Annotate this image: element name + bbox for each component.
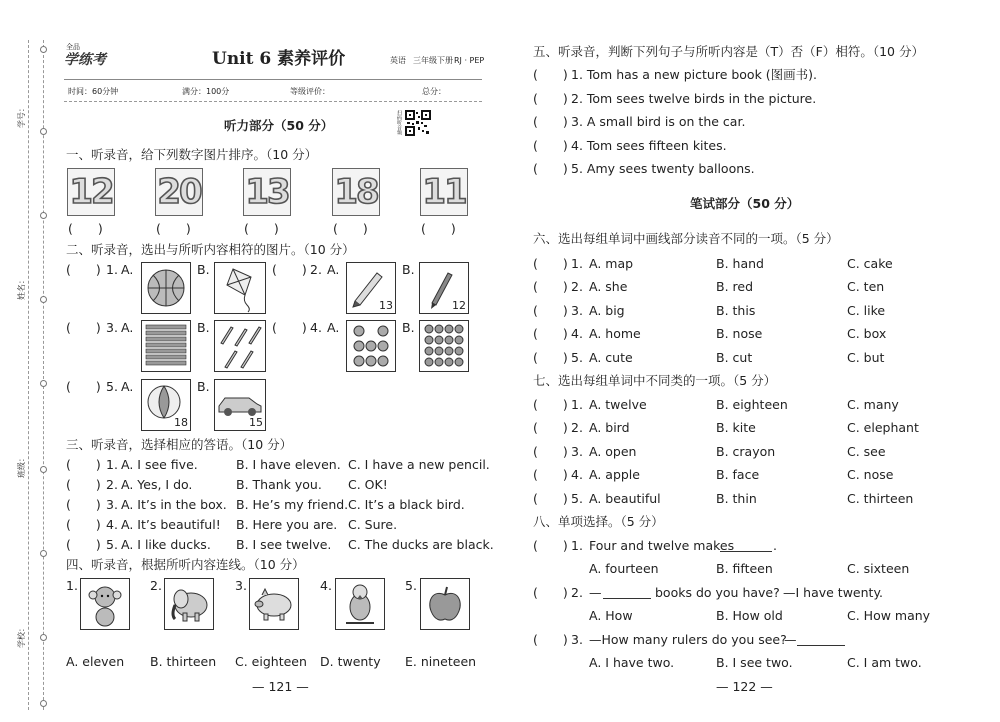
apples-image-a[interactable]	[346, 320, 396, 372]
item-number: 4.	[310, 320, 322, 335]
monkey-image[interactable]	[80, 578, 130, 630]
s6-title: 六、选出每组单词中画线部分读音不同的一项。（5 分）	[533, 231, 839, 246]
s1-title: 一、听录音，给下列数字图片排序。（10 分）	[66, 147, 318, 162]
question-answer: —	[784, 632, 797, 647]
image-count-label: 18	[174, 416, 188, 429]
rulers-image[interactable]	[141, 320, 191, 372]
option-a: A. home	[589, 326, 641, 341]
option-a: A. I like ducks.	[121, 537, 211, 552]
option-a: A.	[121, 379, 134, 394]
s5-title: 五、听录音，判断下列句子与所听内容是（T）否（F）相符。（10 分）	[533, 44, 924, 59]
option-b: B. eighteen	[716, 397, 788, 412]
kite-image[interactable]	[214, 262, 266, 314]
option-a: A. beautiful	[589, 491, 661, 506]
option-a: A. bird	[589, 420, 630, 435]
answer-paren[interactable]: ( )	[533, 491, 568, 506]
question-end: .	[773, 538, 777, 553]
option-b: B. He’s my friend.	[236, 497, 349, 512]
image-count-label: 12	[452, 299, 466, 312]
option-c: C. box	[847, 326, 887, 341]
item-number: 4.	[106, 517, 118, 532]
answer-paren[interactable]: ( )	[66, 320, 101, 335]
answer-paren[interactable]: ( )	[333, 221, 368, 236]
tf-statement: 5. Amy sees twenty balloons.	[571, 161, 755, 176]
car-image[interactable]	[214, 379, 266, 431]
answer-paren[interactable]: ( )	[156, 221, 191, 236]
tf-statement: 4. Tom sees fifteen kites.	[571, 138, 727, 153]
qr-code	[405, 110, 431, 136]
answer-paren[interactable]: ( )	[66, 379, 101, 394]
s8-title: 八、单项选择。（5 分）	[533, 514, 664, 529]
match-word: C. eighteen	[235, 654, 307, 669]
match-word: B. thirteen	[150, 654, 217, 669]
meta-full-score: 满分：100分	[182, 87, 230, 96]
item-number: 3.	[571, 444, 583, 459]
number-image-20: 20	[155, 168, 203, 216]
meta-subject: 英语	[390, 56, 406, 65]
match-word: A. eleven	[66, 654, 125, 669]
answer-paren[interactable]: ( )	[533, 91, 568, 106]
option-c: C. It’s a black bird.	[348, 497, 465, 512]
option-c: C. see	[847, 444, 886, 459]
page-title: Unit 6 素养评价	[212, 49, 346, 69]
image-count-label: 13	[379, 299, 393, 312]
option-a: A. she	[589, 279, 628, 294]
logo-main: 学练考	[64, 52, 106, 68]
tf-statement: 3. A small bird is on the car.	[571, 114, 746, 129]
option-c: C. cake	[847, 256, 893, 271]
s2-title: 二、听录音，选出与所听内容相符的图片。（10 分）	[66, 242, 355, 257]
option-c: C. nose	[847, 467, 894, 482]
binding-hole	[40, 380, 47, 387]
page-number-right: — 122 —	[716, 679, 773, 694]
number-image-11: 11	[420, 168, 468, 216]
answer-paren[interactable]: ( )	[66, 517, 101, 532]
option-b: B. I have eleven.	[236, 457, 341, 472]
item-number: 5.	[106, 537, 118, 552]
answer-paren[interactable]: ( )	[68, 221, 103, 236]
s7-title: 七、选出每组单词中不同类的一项。（5 分）	[533, 373, 777, 388]
option-c: C. like	[847, 303, 886, 318]
option-b: B. fifteen	[716, 561, 773, 576]
option-a: A. It’s beautiful!	[121, 517, 221, 532]
bird-image[interactable]	[335, 578, 385, 630]
answer-paren[interactable]: ( )	[533, 585, 568, 600]
option-a: A. I see five.	[121, 457, 198, 472]
apple-image[interactable]	[420, 578, 470, 630]
number-image-12: 12	[67, 168, 115, 216]
option-c: C. How many	[847, 608, 931, 623]
pig-image[interactable]	[249, 578, 299, 630]
item-number: 1.	[571, 397, 583, 412]
meta-grade: 三年级下册	[413, 56, 453, 65]
answer-paren[interactable]: ( )	[66, 457, 101, 472]
match-word: D. twenty	[320, 654, 381, 669]
item-number: 1.	[571, 538, 583, 553]
item-number: 4.	[320, 578, 332, 593]
item-number: 5.	[571, 350, 583, 365]
option-a: A. Yes, I do.	[121, 477, 193, 492]
meta-grade-eval: 等级评价：	[290, 87, 330, 96]
binding-label-name: 姓名：	[17, 276, 26, 300]
answer-paren[interactable]: ( )	[533, 632, 568, 647]
answer-paren[interactable]: ( )	[533, 138, 568, 153]
question-text: —How many rulers do you see?	[589, 632, 787, 647]
answer-paren[interactable]: ( )	[533, 467, 568, 482]
item-number: 1.	[571, 256, 583, 271]
answer-paren[interactable]: ( )	[533, 256, 568, 271]
option-b: B. I see twelve.	[236, 537, 332, 552]
option-c: C. sixteen	[847, 561, 910, 576]
binding-hole	[40, 466, 47, 473]
item-number: 1.	[66, 578, 78, 593]
pencil-image[interactable]	[346, 262, 396, 314]
answer-paren[interactable]: ( )	[66, 537, 101, 552]
page-number-left: — 121 —	[252, 679, 309, 694]
option-a: A. I have two.	[589, 655, 675, 670]
binding-hole	[40, 212, 47, 219]
option-a: A. big	[589, 303, 625, 318]
binding-hole	[40, 700, 47, 707]
option-b: B. kite	[716, 420, 756, 435]
header-rule	[64, 79, 482, 80]
answer-blank[interactable]	[603, 587, 651, 599]
item-number: 3.	[571, 303, 583, 318]
answer-paren[interactable]: ( )	[533, 420, 568, 435]
answer-paren[interactable]: ( )	[533, 397, 568, 412]
elephant-image[interactable]	[164, 578, 214, 630]
option-b: B.	[197, 379, 210, 394]
answer-paren[interactable]: ( )	[533, 279, 568, 294]
binding-hole	[40, 296, 47, 303]
option-b: B. crayon	[716, 444, 776, 459]
written-title: 笔试部分（50 分）	[690, 196, 800, 211]
option-b: B.	[197, 320, 210, 335]
question-text: Four and twelve makes	[589, 538, 735, 553]
meta-total: 总分：	[422, 87, 446, 96]
item-number: 2.	[310, 262, 322, 277]
option-b: B. Thank you.	[236, 477, 322, 492]
option-b: B. cut	[716, 350, 753, 365]
option-b: B. Here you are.	[236, 517, 338, 532]
option-c: C. OK!	[348, 477, 388, 492]
option-b: B. red	[716, 279, 754, 294]
answer-blank[interactable]	[797, 634, 845, 646]
option-a: A. twelve	[589, 397, 647, 412]
option-b: B. hand	[716, 256, 764, 271]
meta-edition: RJ · PEP	[454, 56, 485, 65]
s3-title: 三、听录音，选择相应的答语。（10 分）	[66, 437, 293, 452]
item-number: 2.	[106, 477, 118, 492]
image-count-label: 15	[249, 416, 263, 429]
item-number: 1.	[106, 457, 118, 472]
item-number: 4.	[571, 326, 583, 341]
number-image-13: 13	[243, 168, 291, 216]
option-b: B.	[197, 262, 210, 277]
answer-paren[interactable]: ( )	[533, 326, 568, 341]
s4-title: 四、听录音，根据所听内容连线。（10 分）	[66, 557, 305, 572]
answer-paren[interactable]: ( )	[533, 303, 568, 318]
pencils-image[interactable]	[214, 320, 266, 372]
option-c: C. ten	[847, 279, 885, 294]
option-b: B. I see two.	[716, 655, 793, 670]
logo	[64, 44, 114, 70]
binding-hole	[40, 550, 47, 557]
binding-hole	[40, 46, 47, 53]
item-number: 5.	[571, 491, 583, 506]
option-b: B.	[402, 262, 415, 277]
item-number: 3.	[571, 632, 583, 647]
option-a: A.	[121, 262, 134, 277]
answer-paren[interactable]: ( )	[533, 161, 568, 176]
item-number: 5.	[106, 379, 118, 394]
option-c: C. The ducks are black.	[348, 537, 494, 552]
question-text: books do you have?	[655, 585, 780, 600]
option-b: B. face	[716, 467, 760, 482]
binding-label-class: 班级：	[17, 454, 26, 478]
basketball-image[interactable]	[141, 262, 191, 314]
option-c: C. I have a new pencil.	[348, 457, 490, 472]
answer-paren[interactable]: ( )	[244, 221, 279, 236]
answer-blank[interactable]	[720, 540, 772, 552]
question-dash: —	[589, 585, 602, 600]
answer-paren[interactable]: ( )	[66, 497, 101, 512]
option-b: B. How old	[716, 608, 783, 623]
option-a: A. How	[589, 608, 633, 623]
option-b: B.	[402, 320, 415, 335]
binding-hole	[40, 634, 47, 641]
item-number: 3.	[106, 320, 118, 335]
option-a: A.	[121, 320, 134, 335]
option-a: A. fourteen	[589, 561, 659, 576]
beach-ball-image[interactable]	[141, 379, 191, 431]
option-c: C. thirteen	[847, 491, 914, 506]
option-b: B. thin	[716, 491, 757, 506]
option-a: A. It’s in the box.	[121, 497, 227, 512]
binding-label-school: 学校：	[17, 624, 26, 648]
item-number: 2.	[150, 578, 162, 593]
item-number: 5.	[405, 578, 417, 593]
option-a: A. open	[589, 444, 637, 459]
option-a: A. cute	[589, 350, 633, 365]
option-c: C. I am two.	[847, 655, 922, 670]
header-dash-rule	[64, 101, 482, 102]
binding-hole	[40, 128, 47, 135]
item-number: 2.	[571, 420, 583, 435]
binding-label-student-id: 学号：	[17, 104, 26, 128]
tf-statement: 2. Tom sees twelve birds in the picture.	[571, 91, 817, 106]
answer-paren[interactable]: ( )	[66, 477, 101, 492]
qr-caption: 扫码听音频	[396, 110, 402, 135]
item-number: 2.	[571, 585, 583, 600]
answer-paren[interactable]: ( )	[533, 444, 568, 459]
option-b: B. this	[716, 303, 756, 318]
answer-paren[interactable]: ( )	[66, 262, 101, 277]
item-number: 4.	[571, 467, 583, 482]
option-c: C. but	[847, 350, 885, 365]
option-a: A.	[327, 262, 340, 277]
item-number: 3.	[106, 497, 118, 512]
answer-paren[interactable]: ( )	[272, 262, 307, 277]
option-b: B. nose	[716, 326, 763, 341]
option-a: A.	[327, 320, 340, 335]
option-c: C. elephant	[847, 420, 919, 435]
answer-paren[interactable]: ( )	[421, 221, 456, 236]
number-image-18: 18	[332, 168, 380, 216]
answer-paren[interactable]: ( )	[533, 67, 568, 82]
logo-top: 全品	[66, 43, 80, 51]
meta-time: 时间：60分钟	[68, 87, 119, 96]
listening-title: 听力部分（50 分）	[224, 118, 334, 133]
answer-paren[interactable]: ( )	[533, 114, 568, 129]
apples-image-b[interactable]	[419, 320, 469, 372]
answer-paren[interactable]: ( )	[533, 538, 568, 553]
item-number: 1.	[106, 262, 118, 277]
binding-line-inner	[43, 40, 44, 710]
option-a: A. apple	[589, 467, 640, 482]
answer-paren[interactable]: ( )	[272, 320, 307, 335]
tf-statement: 1. Tom has a new picture book (图画书).	[571, 67, 818, 82]
match-word: E. nineteen	[405, 654, 477, 669]
option-c: C. many	[847, 397, 899, 412]
item-number: 2.	[571, 279, 583, 294]
question-answer: —I have twenty.	[783, 585, 884, 600]
answer-paren[interactable]: ( )	[533, 350, 568, 365]
pen-image[interactable]	[419, 262, 469, 314]
item-number: 3.	[235, 578, 247, 593]
binding-line	[28, 40, 29, 710]
option-a: A. map	[589, 256, 634, 271]
option-c: C. Sure.	[348, 517, 398, 532]
